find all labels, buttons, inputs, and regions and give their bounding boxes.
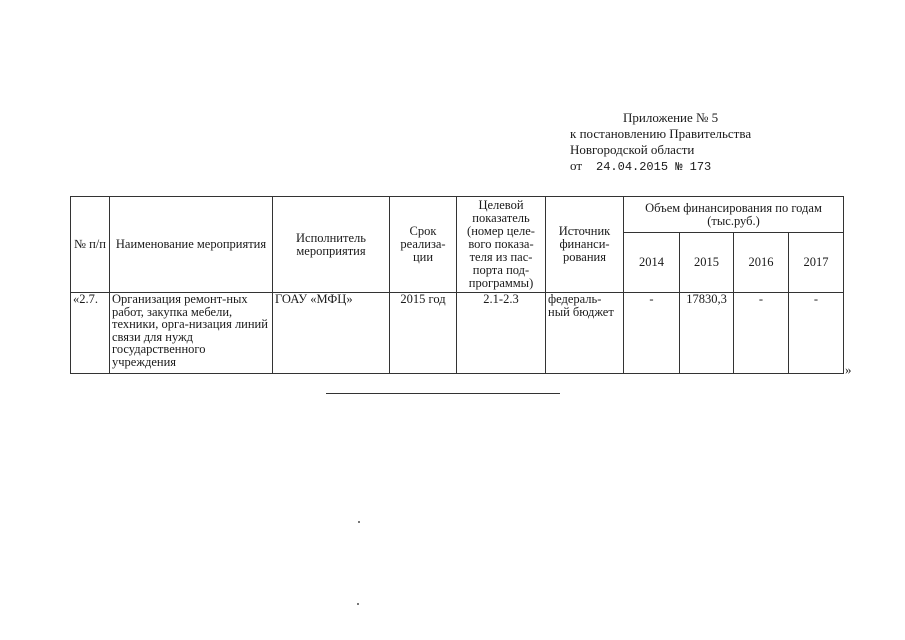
appendix-line-resolution: к постановлению Правительства	[570, 126, 752, 141]
header-year-2016: 2016	[734, 233, 789, 293]
header-year-2014: 2014	[624, 233, 680, 293]
cell-num: «2.7.	[71, 293, 110, 374]
header-num: № п/п	[71, 197, 110, 293]
cell-2017: -	[789, 293, 844, 374]
header-term: Срок реализа-ции	[390, 197, 457, 293]
scan-speck	[357, 603, 359, 605]
appendix-date: 24.04.2015 № 173	[596, 160, 712, 174]
cell-source: федераль-ный бюджет	[546, 293, 624, 374]
closing-quote: »	[845, 362, 852, 377]
appendix-title: Приложение № 5	[623, 110, 719, 125]
appendix-line-region: Новгородской области	[570, 142, 695, 157]
cell-2016: -	[734, 293, 789, 374]
header-year-2015: 2015	[680, 233, 734, 293]
cell-executor: ГОАУ «МФЦ»	[273, 293, 390, 374]
cell-2015: 17830,3	[680, 293, 734, 374]
cell-term: 2015 год	[390, 293, 457, 374]
header-source: Источник финанси-рования	[546, 197, 624, 293]
appendix-date-line	[570, 158, 751, 175]
cell-2014: -	[624, 293, 680, 374]
end-rule	[326, 393, 560, 394]
scan-speck	[358, 521, 360, 523]
header-year-2017: 2017	[789, 233, 844, 293]
header-indicator: Целевой показатель (номер целе-вого показа-теля из пас-порта под-программы)	[457, 197, 546, 293]
header-executor: Исполнитель мероприятия	[273, 197, 390, 293]
appendix-header	[570, 110, 751, 175]
table-row	[71, 293, 844, 374]
header-funding: Объем финансирования по годам (тыс.руб.)	[624, 197, 844, 233]
header-name: Наименование мероприятия	[110, 197, 273, 293]
cell-name: Организация ремонт-ных работ, закупка мебели, техники, орга-низация линий связи для нужд государственного учреждения	[110, 293, 273, 374]
measures-table	[70, 196, 844, 374]
cell-indicator: 2.1-2.3	[457, 293, 546, 374]
appendix-date-prefix: от	[570, 158, 583, 173]
